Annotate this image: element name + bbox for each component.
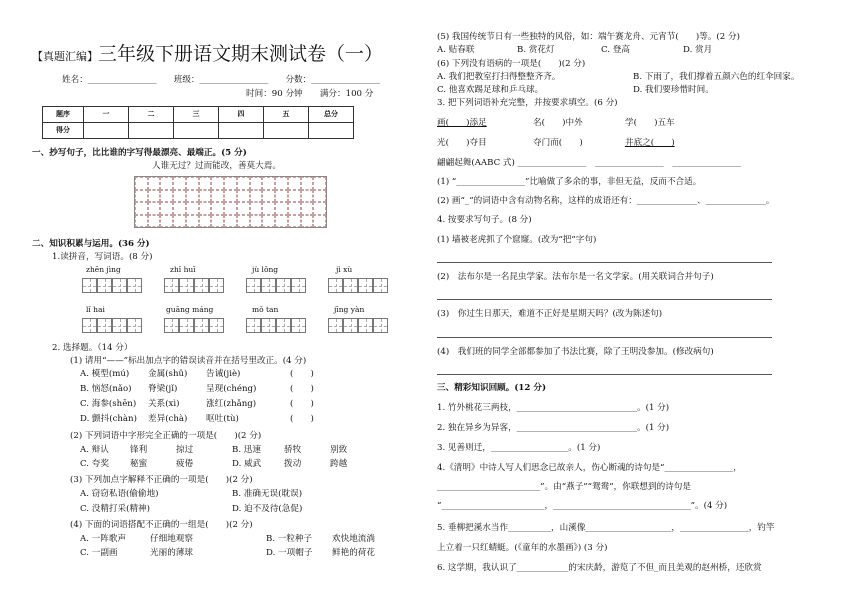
grid-cell[interactable] [186, 202, 199, 215]
grid-cell[interactable] [186, 215, 199, 228]
option-row: B. 恼怒(nǎo) 脊梁(jǐ) 呈现(chéng) ( ) [80, 384, 314, 394]
score-input-cell[interactable] [129, 123, 174, 139]
score-table-score-row [43, 123, 354, 139]
grid-cell[interactable] [135, 202, 148, 215]
grid-cell[interactable] [237, 190, 250, 203]
grid-cell[interactable] [135, 177, 148, 190]
pinyin-label: zhǐ huī [170, 265, 196, 274]
answer-boxes[interactable] [164, 278, 224, 293]
answer-boxes[interactable] [246, 278, 306, 293]
table-cell: 得分 [43, 123, 84, 139]
question-2-1: 1.读拼音，写词语。(8 分) [52, 252, 153, 262]
grid-cell[interactable] [288, 190, 301, 203]
grid-cell[interactable] [275, 202, 288, 215]
option-row: A. 模型(mú) 金属(shǔ) 告诫(jiè) ( ) [80, 369, 314, 379]
grid-cell[interactable] [237, 177, 250, 190]
recall-6: 6. 这学期，我认识了____________的宋庆龄，游览了不但_而且美观的赵州桥，还欣赏 [437, 563, 762, 573]
option-row: C. 一副画 光丽的薄球 D. 一项帽子 鲜艳的荷花 [80, 548, 375, 558]
source-tag: 【真题汇编】 [32, 50, 98, 63]
recall-4b: ________________________”。由“燕子”“鸳鸯”，你联想到的诗句是 [437, 482, 691, 492]
aabc-row: 翩翩起舞(AABC 式) ________________ ________________ ________________ [437, 158, 742, 168]
option-row: D. 颤抖(chàn) 差异(chà) 呕吐(tù) ( ) [80, 414, 314, 424]
pinyin-label: jì xù [336, 265, 353, 274]
answer-boxes[interactable] [82, 318, 142, 333]
pinyin-label: mǒ tan [252, 305, 279, 314]
answer-boxes[interactable] [82, 278, 142, 293]
grid-cell[interactable] [262, 202, 275, 215]
section-3-title: 三、精彩知识回顾。(12 分) [437, 383, 547, 393]
question-2-2-1: (1) 请用“——”标出加点字的错误读音并在括号里改正。(4 分) [70, 356, 307, 366]
grid-cell[interactable] [224, 190, 237, 203]
grid-cell[interactable] [288, 177, 301, 190]
table-cell: 一 [84, 107, 129, 123]
question-4-2: (2) 法布尔是一名昆虫学家。法布尔是一名文学家。(用关联词合并句子) [437, 272, 714, 282]
grid-cell[interactable] [186, 177, 199, 190]
grid-cell[interactable] [313, 190, 326, 203]
grid-cell[interactable] [199, 215, 212, 228]
option-row: C. 他喜欢踢足球和乒乓球。 D. 我们要珍惜时间。 [437, 85, 714, 95]
idiom-row: 光( )夺目 夺门而( ) 井底之( ) [437, 138, 675, 148]
grid-cell[interactable] [211, 215, 224, 228]
grid-cell[interactable] [262, 215, 275, 228]
recall-4a: 4.《清明》中诗人写人们思念已故亲人，伤心断魂的诗句是“________________， [437, 463, 742, 473]
grid-cell[interactable] [186, 190, 199, 203]
table-cell: 总分 [309, 107, 354, 123]
student-info: 姓名：________________ 班级：________________ 分数：________________ [62, 75, 380, 85]
grid-cell[interactable] [250, 177, 263, 190]
answer-boxes[interactable] [328, 318, 388, 333]
grid-cell[interactable] [288, 215, 301, 228]
question-6: (6) 下列没有语病的一项是( )(2 分) [437, 59, 586, 69]
question-2-2-3: (3) 下列加点字解释不正确的一项是( )(2 分) [70, 475, 253, 485]
grid-cell[interactable] [262, 177, 275, 190]
answer-boxes[interactable] [328, 278, 388, 293]
score-table-header-row [43, 107, 354, 123]
grid-cell[interactable] [288, 202, 301, 215]
grid-cell[interactable] [301, 215, 314, 228]
option-row: C. 没精打采(精神) D. 迫不及待(急促) [80, 504, 303, 514]
score-input-cell[interactable] [309, 123, 354, 139]
grid-cell[interactable] [275, 190, 288, 203]
grid-cell[interactable] [148, 202, 161, 215]
pinyin-label: lǐ hai [86, 305, 105, 314]
grid-cell[interactable] [262, 190, 275, 203]
option-row: A. 一阵歌声 仔细地观察 B. 一粒种子 欢快地流淌 [80, 534, 375, 544]
grid-cell[interactable] [313, 215, 326, 228]
fill-1: (1) “________________”比喻做了多余的事，非但无益，反而不合适。 [437, 177, 702, 187]
recall-4c: “________________________，________________________________”。(4 分) [437, 501, 728, 511]
grid-cell[interactable] [160, 202, 173, 215]
score-table [42, 106, 354, 139]
question-4-3: (3) 你过生日那天，难道不正好是星期天吗？(改为陈述句) [437, 309, 663, 319]
option-row: A. 辩认 锋利 掠过 B. 迅速 骄牧 别致 [80, 445, 348, 455]
time-info: 时间：90 分钟 满分：100 分 [246, 89, 374, 99]
grid-cell[interactable] [313, 177, 326, 190]
grid-cell[interactable] [301, 177, 314, 190]
grid-cell[interactable] [199, 202, 212, 215]
grid-cell[interactable] [211, 202, 224, 215]
grid-cell[interactable] [250, 202, 263, 215]
score-input-cell[interactable] [219, 123, 264, 139]
table-cell: 三 [174, 107, 219, 123]
option-row: C. 夸奖 秘蜜 疲倦 D. 威武 拨动 跨越 [80, 459, 348, 469]
answer-line[interactable] [437, 337, 772, 338]
grid-cell[interactable] [224, 215, 237, 228]
answer-line[interactable] [437, 299, 772, 300]
question-4: 4. 按要求写句子。(8 分) [437, 215, 532, 225]
option-row: A. 贴春联 B. 赏花灯 C. 登高 D. 赏月 [437, 45, 713, 55]
grid-cell[interactable] [301, 202, 314, 215]
pinyin-label: jīng yàn [334, 305, 365, 314]
pinyin-label: guāng máng [166, 305, 214, 314]
grid-cell[interactable] [237, 215, 250, 228]
grid-cell[interactable] [135, 190, 148, 203]
question-2-2: 2. 选择题。（14 分） [52, 343, 133, 353]
answer-boxes[interactable] [164, 318, 224, 333]
answer-line[interactable] [437, 374, 772, 375]
score-input-cell[interactable] [174, 123, 219, 139]
grid-cell[interactable] [237, 202, 250, 215]
grid-cell[interactable] [148, 215, 161, 228]
option-row: A. 我们把教室打扫得整整齐齐。 B. 下雨了，我们撑着五颜六色的红伞回家。 [437, 72, 800, 82]
grid-cell[interactable] [250, 190, 263, 203]
table-cell: 四 [219, 107, 264, 123]
grid-cell[interactable] [148, 190, 161, 203]
grid-cell[interactable] [211, 190, 224, 203]
question-4-4: (4) 我们班的同学全部都参加了书法比赛，除了王明没参加。(修改病句) [437, 347, 714, 357]
question-5: (5) 我国传统节日有一些独特的风俗，如：端午赛龙舟、元宵节( )等。(2 分) [437, 32, 740, 42]
recall-5b: 上立着一只红蜻蜓。(《童年的水墨画》) (3 分) [437, 543, 608, 553]
option-row: C. 海参(shēn) 关系(xì) 涨红(zhǎng) ( ) [80, 399, 314, 409]
grid-cell[interactable] [224, 177, 237, 190]
option-row: A. 窃窃私语(偷偷地) B. 准确无误(耽误) [80, 489, 303, 499]
question-2-2-2: (2) 下列词语中字形完全正确的一项是( )(2 分) [70, 431, 262, 441]
exam-title: 三年级下册语文期末测试卷（一） [98, 43, 384, 65]
table-cell: 二 [129, 107, 174, 123]
grid-cell[interactable] [173, 202, 186, 215]
score-input-cell[interactable] [84, 123, 129, 139]
table-cell: 五 [264, 107, 309, 123]
grid-cell[interactable] [148, 177, 161, 190]
fill-2: (2) 画“_”的词语中含有动物名称，这样的成语还有：______________、______________。 [437, 196, 775, 206]
grid-cell[interactable] [160, 177, 173, 190]
exam-header [32, 44, 383, 66]
grid-cell[interactable] [173, 177, 186, 190]
writing-grid[interactable] [134, 176, 327, 228]
answer-boxes[interactable] [246, 318, 306, 333]
grid-cell[interactable] [160, 215, 173, 228]
section-1-title: 一、抄写句子，比比谁的字写得最漂亮、最端正。(5 分) [32, 148, 247, 158]
grid-cell[interactable] [211, 177, 224, 190]
question-4-1: (1) 墙被老虎抓了个窟窿。(改为“把”字句) [437, 235, 597, 245]
recall-5a: 5. 垂柳把溪水当作__________，山溪像____________________，________________，钓竿 [437, 523, 775, 533]
grid-cell[interactable] [173, 190, 186, 203]
pinyin-label: jù lǒng [252, 265, 279, 274]
grid-cell[interactable] [224, 202, 237, 215]
grid-cell[interactable] [173, 215, 186, 228]
recall-3: 3. 见善则迁，__________________。(1 分) [437, 443, 601, 453]
recall-2: 2. 独在异乡为异客，____________________________。(1 分) [437, 423, 670, 433]
grid-cell[interactable] [160, 190, 173, 203]
copy-sentence: 人谁无过？过而能改，善莫大焉。 [152, 161, 281, 171]
table-cell: 题序 [43, 107, 84, 123]
recall-1: 1. 竹外桃花三两枝，____________________________。(1 分) [437, 403, 670, 413]
grid-cell[interactable] [313, 202, 326, 215]
answer-line[interactable] [437, 262, 772, 263]
section-2-title: 二、知识积累与运用。(36 分) [32, 239, 150, 249]
question-2-2-4: (4) 下面的词语搭配不正确的一组是( )(2 分) [70, 520, 253, 530]
idiom-row: 画( )添足 名( )中外 学( )五车 [437, 118, 675, 128]
grid-cell[interactable] [250, 215, 263, 228]
grid-cell[interactable] [199, 177, 212, 190]
grid-cell[interactable] [199, 190, 212, 203]
grid-cell[interactable] [275, 177, 288, 190]
grid-cell[interactable] [275, 215, 288, 228]
pinyin-label: zhēn jìng [86, 265, 121, 274]
score-input-cell[interactable] [264, 123, 309, 139]
grid-cell[interactable] [301, 190, 314, 203]
grid-cell[interactable] [135, 215, 148, 228]
question-3: 3. 把下列词语补充完整，并按要求填空。(6 分) [437, 98, 618, 108]
